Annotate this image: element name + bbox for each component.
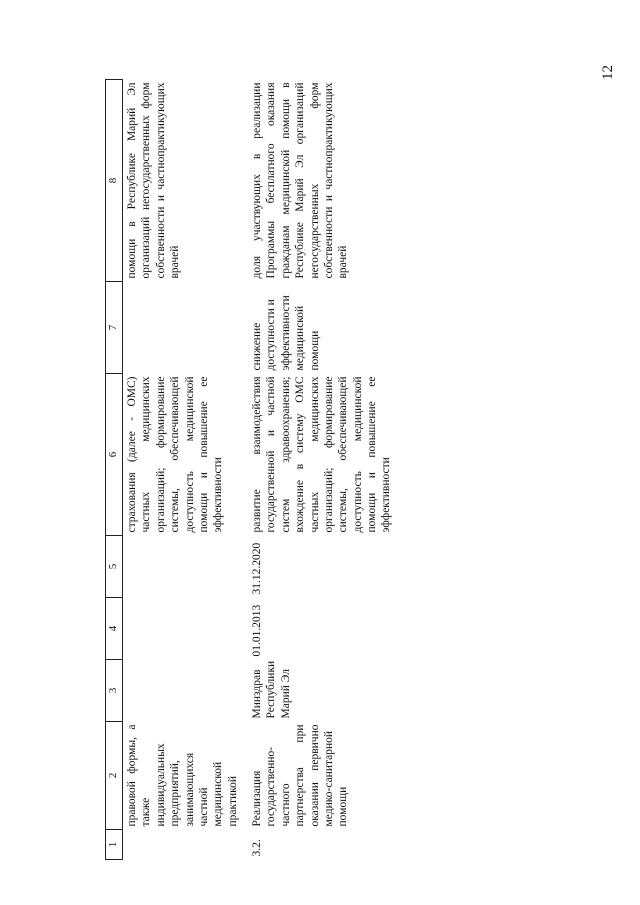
table-row — [242, 80, 396, 860]
start-date-cell: 01.01.2013 — [251, 604, 263, 657]
indicator-cell: доля участвующих в реализации Программы бесплатного оказания гражданам медицинской помощи в Республике Марий Эл организаций негосударственных форм собственности и частнопрактикующих врачей — [251, 82, 350, 279]
table-row — [123, 80, 243, 860]
executor-cell: Минздрав Республики Марий Эл — [251, 660, 292, 719]
row-number-cell — [123, 830, 243, 860]
table-header-row — [106, 80, 123, 860]
rotated-table-container — [105, 80, 625, 860]
expected-result-cell — [123, 282, 243, 374]
indicator-cell: помощи в Республике Марий Эл организаций негосударственных форм собственности и частнопрактикующих врачей — [126, 82, 182, 279]
end-date-cell: 31.12.2020 — [251, 542, 263, 595]
column-header-1: 1 — [106, 830, 123, 860]
column-header-2: 2 — [106, 722, 123, 830]
column-header-5: 5 — [106, 536, 123, 598]
row-number-cell: 3.2. — [251, 839, 263, 857]
column-header-8: 8 — [106, 80, 123, 282]
column-header-4: 4 — [106, 598, 123, 660]
expected-result-cell: снижение доступности и эффективности медицинской помощи — [251, 295, 321, 371]
program-measures-table — [105, 79, 396, 860]
column-header-7: 7 — [106, 282, 123, 374]
end-date-cell — [123, 536, 243, 598]
activities-cell: страхования (далее - ОМС) частных медицинских организаций; формирование системы, обеспечивающей доступность медицинской помощи и повышение ее эффективности — [126, 376, 225, 533]
start-date-cell — [123, 598, 243, 660]
measure-name-cell: правовой формы, а также индивидуальных предприятий, занимающихся частной медицинской практикой — [126, 724, 239, 827]
executor-cell — [123, 660, 243, 722]
column-header-3: 3 — [106, 660, 123, 722]
column-header-6: 6 — [106, 374, 123, 536]
activities-cell: развитие взаимодействия государственной и частной систем здравоохранения; вхождение в систему ОМС частных медицинских организаций; формирование системы, обеспечивающей доступность медицинской помощи и повышение ее эффективности — [251, 376, 393, 533]
measure-name-cell: Реализация государственно-частного партнерства при оказании первично медико-санитарной помощи — [251, 724, 350, 827]
page-number: 12 — [600, 65, 616, 80]
